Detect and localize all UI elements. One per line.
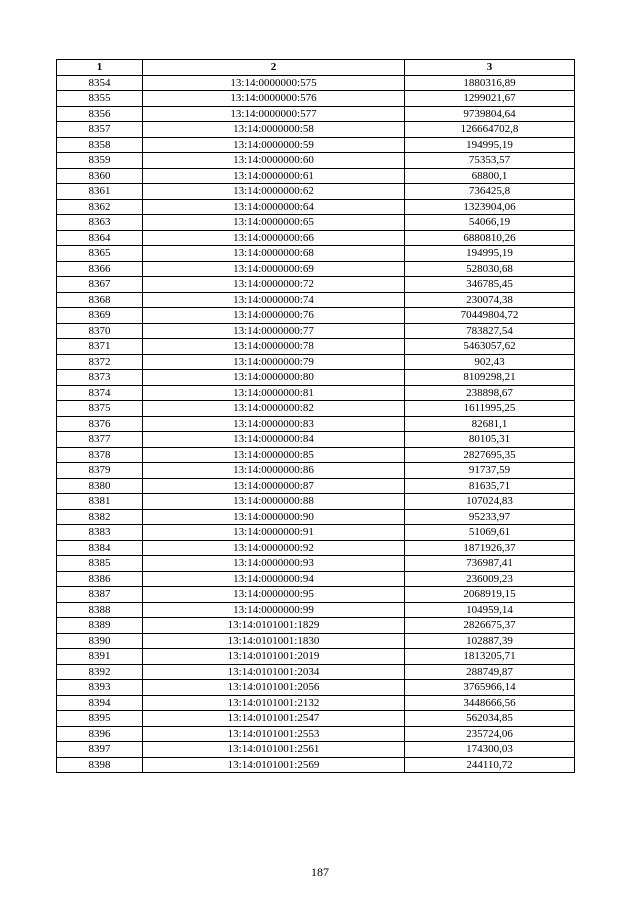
- table-row: [57, 711, 575, 727]
- table-row: [57, 308, 575, 324]
- table-row: [57, 401, 575, 417]
- table-row: [57, 509, 575, 525]
- table-row: [57, 261, 575, 277]
- cadastral-number-cell: 13:14:0000000:95: [143, 587, 405, 603]
- row-number-cell: 8374: [57, 385, 143, 401]
- row-number-cell: 8383: [57, 525, 143, 541]
- cadastral-number-cell: 13:14:0101001:1830: [143, 633, 405, 649]
- cadastral-number-cell: 13:14:0000000:72: [143, 277, 405, 293]
- cadastral-number-cell: 13:14:0000000:82: [143, 401, 405, 417]
- row-number-cell: 8373: [57, 370, 143, 386]
- row-number-cell: 8370: [57, 323, 143, 339]
- value-cell: 783827,54: [405, 323, 575, 339]
- value-cell: 230074,38: [405, 292, 575, 308]
- row-number-cell: 8389: [57, 618, 143, 634]
- value-cell: 82681,1: [405, 416, 575, 432]
- value-cell: 91737,59: [405, 463, 575, 479]
- cadastral-number-cell: 13:14:0000000:90: [143, 509, 405, 525]
- cadastral-number-cell: 13:14:0000000:577: [143, 106, 405, 122]
- table-row: [57, 75, 575, 91]
- row-number-cell: 8355: [57, 91, 143, 107]
- row-number-cell: 8354: [57, 75, 143, 91]
- row-number-cell: 8382: [57, 509, 143, 525]
- row-number-cell: 8385: [57, 556, 143, 572]
- row-number-cell: 8371: [57, 339, 143, 355]
- table-row: [57, 370, 575, 386]
- cadastral-number-cell: 13:14:0000000:76: [143, 308, 405, 324]
- cadastral-number-cell: 13:14:0000000:74: [143, 292, 405, 308]
- cadastral-number-cell: 13:14:0000000:58: [143, 122, 405, 138]
- table-row: [57, 416, 575, 432]
- cadastral-number-cell: 13:14:0000000:77: [143, 323, 405, 339]
- row-number-cell: 8388: [57, 602, 143, 618]
- column-header-3: 3: [405, 60, 575, 76]
- value-cell: 346785,45: [405, 277, 575, 293]
- table-row: [57, 91, 575, 107]
- value-cell: 68800,1: [405, 168, 575, 184]
- table-row: [57, 106, 575, 122]
- table-row: [57, 385, 575, 401]
- cadastral-number-cell: 13:14:0101001:2561: [143, 742, 405, 758]
- row-number-cell: 8390: [57, 633, 143, 649]
- row-number-cell: 8365: [57, 246, 143, 262]
- value-cell: 1611995,25: [405, 401, 575, 417]
- row-number-cell: 8372: [57, 354, 143, 370]
- table-row: [57, 432, 575, 448]
- value-cell: 174300,03: [405, 742, 575, 758]
- cadastral-number-cell: 13:14:0000000:68: [143, 246, 405, 262]
- page-number: 187: [311, 865, 329, 879]
- cadastral-number-cell: 13:14:0101001:2056: [143, 680, 405, 696]
- value-cell: 528030,68: [405, 261, 575, 277]
- data-table: [56, 59, 575, 773]
- cadastral-number-cell: 13:14:0000000:62: [143, 184, 405, 200]
- table-row: [57, 277, 575, 293]
- value-cell: 2826675,37: [405, 618, 575, 634]
- row-number-cell: 8356: [57, 106, 143, 122]
- cadastral-number-cell: 13:14:0000000:86: [143, 463, 405, 479]
- row-number-cell: 8375: [57, 401, 143, 417]
- table-body: [57, 75, 575, 773]
- cadastral-number-cell: 13:14:0101001:2034: [143, 664, 405, 680]
- row-number-cell: 8387: [57, 587, 143, 603]
- cadastral-number-cell: 13:14:0000000:91: [143, 525, 405, 541]
- row-number-cell: 8368: [57, 292, 143, 308]
- cadastral-number-cell: 13:14:0101001:1829: [143, 618, 405, 634]
- row-number-cell: 8379: [57, 463, 143, 479]
- table-row: [57, 540, 575, 556]
- cadastral-number-cell: 13:14:0101001:2019: [143, 649, 405, 665]
- value-cell: 107024,83: [405, 494, 575, 510]
- value-cell: 2068919,15: [405, 587, 575, 603]
- table-row: [57, 742, 575, 758]
- row-number-cell: 8367: [57, 277, 143, 293]
- value-cell: 194995,19: [405, 246, 575, 262]
- value-cell: 75353,57: [405, 153, 575, 169]
- cadastral-number-cell: 13:14:0000000:65: [143, 215, 405, 231]
- cadastral-number-cell: 13:14:0000000:576: [143, 91, 405, 107]
- value-cell: 54066,19: [405, 215, 575, 231]
- row-number-cell: 8381: [57, 494, 143, 510]
- table-row: [57, 292, 575, 308]
- row-number-cell: 8357: [57, 122, 143, 138]
- value-cell: 235724,06: [405, 726, 575, 742]
- value-cell: 236009,23: [405, 571, 575, 587]
- row-number-cell: 8364: [57, 230, 143, 246]
- cadastral-number-cell: 13:14:0101001:2547: [143, 711, 405, 727]
- table-row: [57, 137, 575, 153]
- row-number-cell: 8397: [57, 742, 143, 758]
- column-header-1: 1: [57, 60, 143, 76]
- row-number-cell: 8366: [57, 261, 143, 277]
- cadastral-number-cell: 13:14:0000000:94: [143, 571, 405, 587]
- table-row: [57, 122, 575, 138]
- table-row: [57, 463, 575, 479]
- row-number-cell: 8386: [57, 571, 143, 587]
- row-number-cell: 8362: [57, 199, 143, 215]
- cadastral-number-cell: 13:14:0000000:80: [143, 370, 405, 386]
- value-cell: 1813205,71: [405, 649, 575, 665]
- cadastral-number-cell: 13:14:0000000:78: [143, 339, 405, 355]
- table-row: [57, 649, 575, 665]
- cadastral-number-cell: 13:14:0000000:64: [143, 199, 405, 215]
- table-row: [57, 571, 575, 587]
- row-number-cell: 8376: [57, 416, 143, 432]
- table-row: [57, 215, 575, 231]
- value-cell: 51069,61: [405, 525, 575, 541]
- column-header-2: 2: [143, 60, 405, 76]
- cadastral-number-cell: 13:14:0000000:84: [143, 432, 405, 448]
- value-cell: 95233,97: [405, 509, 575, 525]
- value-cell: 81635,71: [405, 478, 575, 494]
- value-cell: 1299021,67: [405, 91, 575, 107]
- value-cell: 1871926,37: [405, 540, 575, 556]
- table-row: [57, 199, 575, 215]
- cadastral-number-cell: 13:14:0000000:61: [143, 168, 405, 184]
- row-number-cell: 8369: [57, 308, 143, 324]
- cadastral-number-cell: 13:14:0000000:81: [143, 385, 405, 401]
- table-row: [57, 354, 575, 370]
- value-cell: 9739804,64: [405, 106, 575, 122]
- value-cell: 3448666,56: [405, 695, 575, 711]
- table-row: [57, 726, 575, 742]
- table-row: [57, 556, 575, 572]
- cadastral-number-cell: 13:14:0000000:83: [143, 416, 405, 432]
- value-cell: 736425,8: [405, 184, 575, 200]
- cadastral-number-cell: 13:14:0000000:79: [143, 354, 405, 370]
- table-row: [57, 184, 575, 200]
- cadastral-number-cell: 13:14:0000000:88: [143, 494, 405, 510]
- value-cell: 244110,72: [405, 757, 575, 773]
- row-number-cell: 8377: [57, 432, 143, 448]
- value-cell: 102887,39: [405, 633, 575, 649]
- value-cell: 1880316,89: [405, 75, 575, 91]
- cadastral-number-cell: 13:14:0000000:69: [143, 261, 405, 277]
- value-cell: 2827695,35: [405, 447, 575, 463]
- value-cell: 104959,14: [405, 602, 575, 618]
- table-row: [57, 587, 575, 603]
- table-row: [57, 494, 575, 510]
- cadastral-number-cell: 13:14:0000000:66: [143, 230, 405, 246]
- table-row: [57, 153, 575, 169]
- row-number-cell: 8384: [57, 540, 143, 556]
- table-row: [57, 525, 575, 541]
- row-number-cell: 8359: [57, 153, 143, 169]
- cadastral-number-cell: 13:14:0101001:2553: [143, 726, 405, 742]
- table-row: [57, 323, 575, 339]
- table-row: [57, 230, 575, 246]
- value-cell: 126664702,8: [405, 122, 575, 138]
- header-row: [57, 60, 575, 76]
- row-number-cell: 8392: [57, 664, 143, 680]
- cadastral-number-cell: 13:14:0000000:60: [143, 153, 405, 169]
- row-number-cell: 8360: [57, 168, 143, 184]
- cadastral-number-cell: 13:14:0000000:99: [143, 602, 405, 618]
- table-row: [57, 339, 575, 355]
- row-number-cell: 8394: [57, 695, 143, 711]
- row-number-cell: 8363: [57, 215, 143, 231]
- cadastral-number-cell: 13:14:0000000:85: [143, 447, 405, 463]
- table-row: [57, 664, 575, 680]
- value-cell: 194995,19: [405, 137, 575, 153]
- value-cell: 736987,41: [405, 556, 575, 572]
- value-cell: 6880810,26: [405, 230, 575, 246]
- table-row: [57, 478, 575, 494]
- table-row: [57, 447, 575, 463]
- row-number-cell: 8396: [57, 726, 143, 742]
- value-cell: 902,43: [405, 354, 575, 370]
- value-cell: 238898,67: [405, 385, 575, 401]
- table-row: [57, 602, 575, 618]
- row-number-cell: 8393: [57, 680, 143, 696]
- table-row: [57, 680, 575, 696]
- cadastral-number-cell: 13:14:0000000:92: [143, 540, 405, 556]
- table-row: [57, 168, 575, 184]
- value-cell: 1323904,06: [405, 199, 575, 215]
- cadastral-number-cell: 13:14:0101001:2569: [143, 757, 405, 773]
- value-cell: 70449804,72: [405, 308, 575, 324]
- value-cell: 8109298,21: [405, 370, 575, 386]
- value-cell: 288749,87: [405, 664, 575, 680]
- value-cell: 3765966,14: [405, 680, 575, 696]
- cadastral-number-cell: 13:14:0000000:87: [143, 478, 405, 494]
- row-number-cell: 8380: [57, 478, 143, 494]
- value-cell: 562034,85: [405, 711, 575, 727]
- cadastral-number-cell: 13:14:0000000:93: [143, 556, 405, 572]
- row-number-cell: 8358: [57, 137, 143, 153]
- table-row: [57, 618, 575, 634]
- row-number-cell: 8395: [57, 711, 143, 727]
- row-number-cell: 8378: [57, 447, 143, 463]
- table-row: [57, 757, 575, 773]
- row-number-cell: 8398: [57, 757, 143, 773]
- value-cell: 5463057,62: [405, 339, 575, 355]
- row-number-cell: 8391: [57, 649, 143, 665]
- table-row: [57, 246, 575, 262]
- table-row: [57, 695, 575, 711]
- row-number-cell: 8361: [57, 184, 143, 200]
- table-row: [57, 633, 575, 649]
- cadastral-number-cell: 13:14:0101001:2132: [143, 695, 405, 711]
- cadastral-number-cell: 13:14:0000000:59: [143, 137, 405, 153]
- value-cell: 80105,31: [405, 432, 575, 448]
- cadastral-number-cell: 13:14:0000000:575: [143, 75, 405, 91]
